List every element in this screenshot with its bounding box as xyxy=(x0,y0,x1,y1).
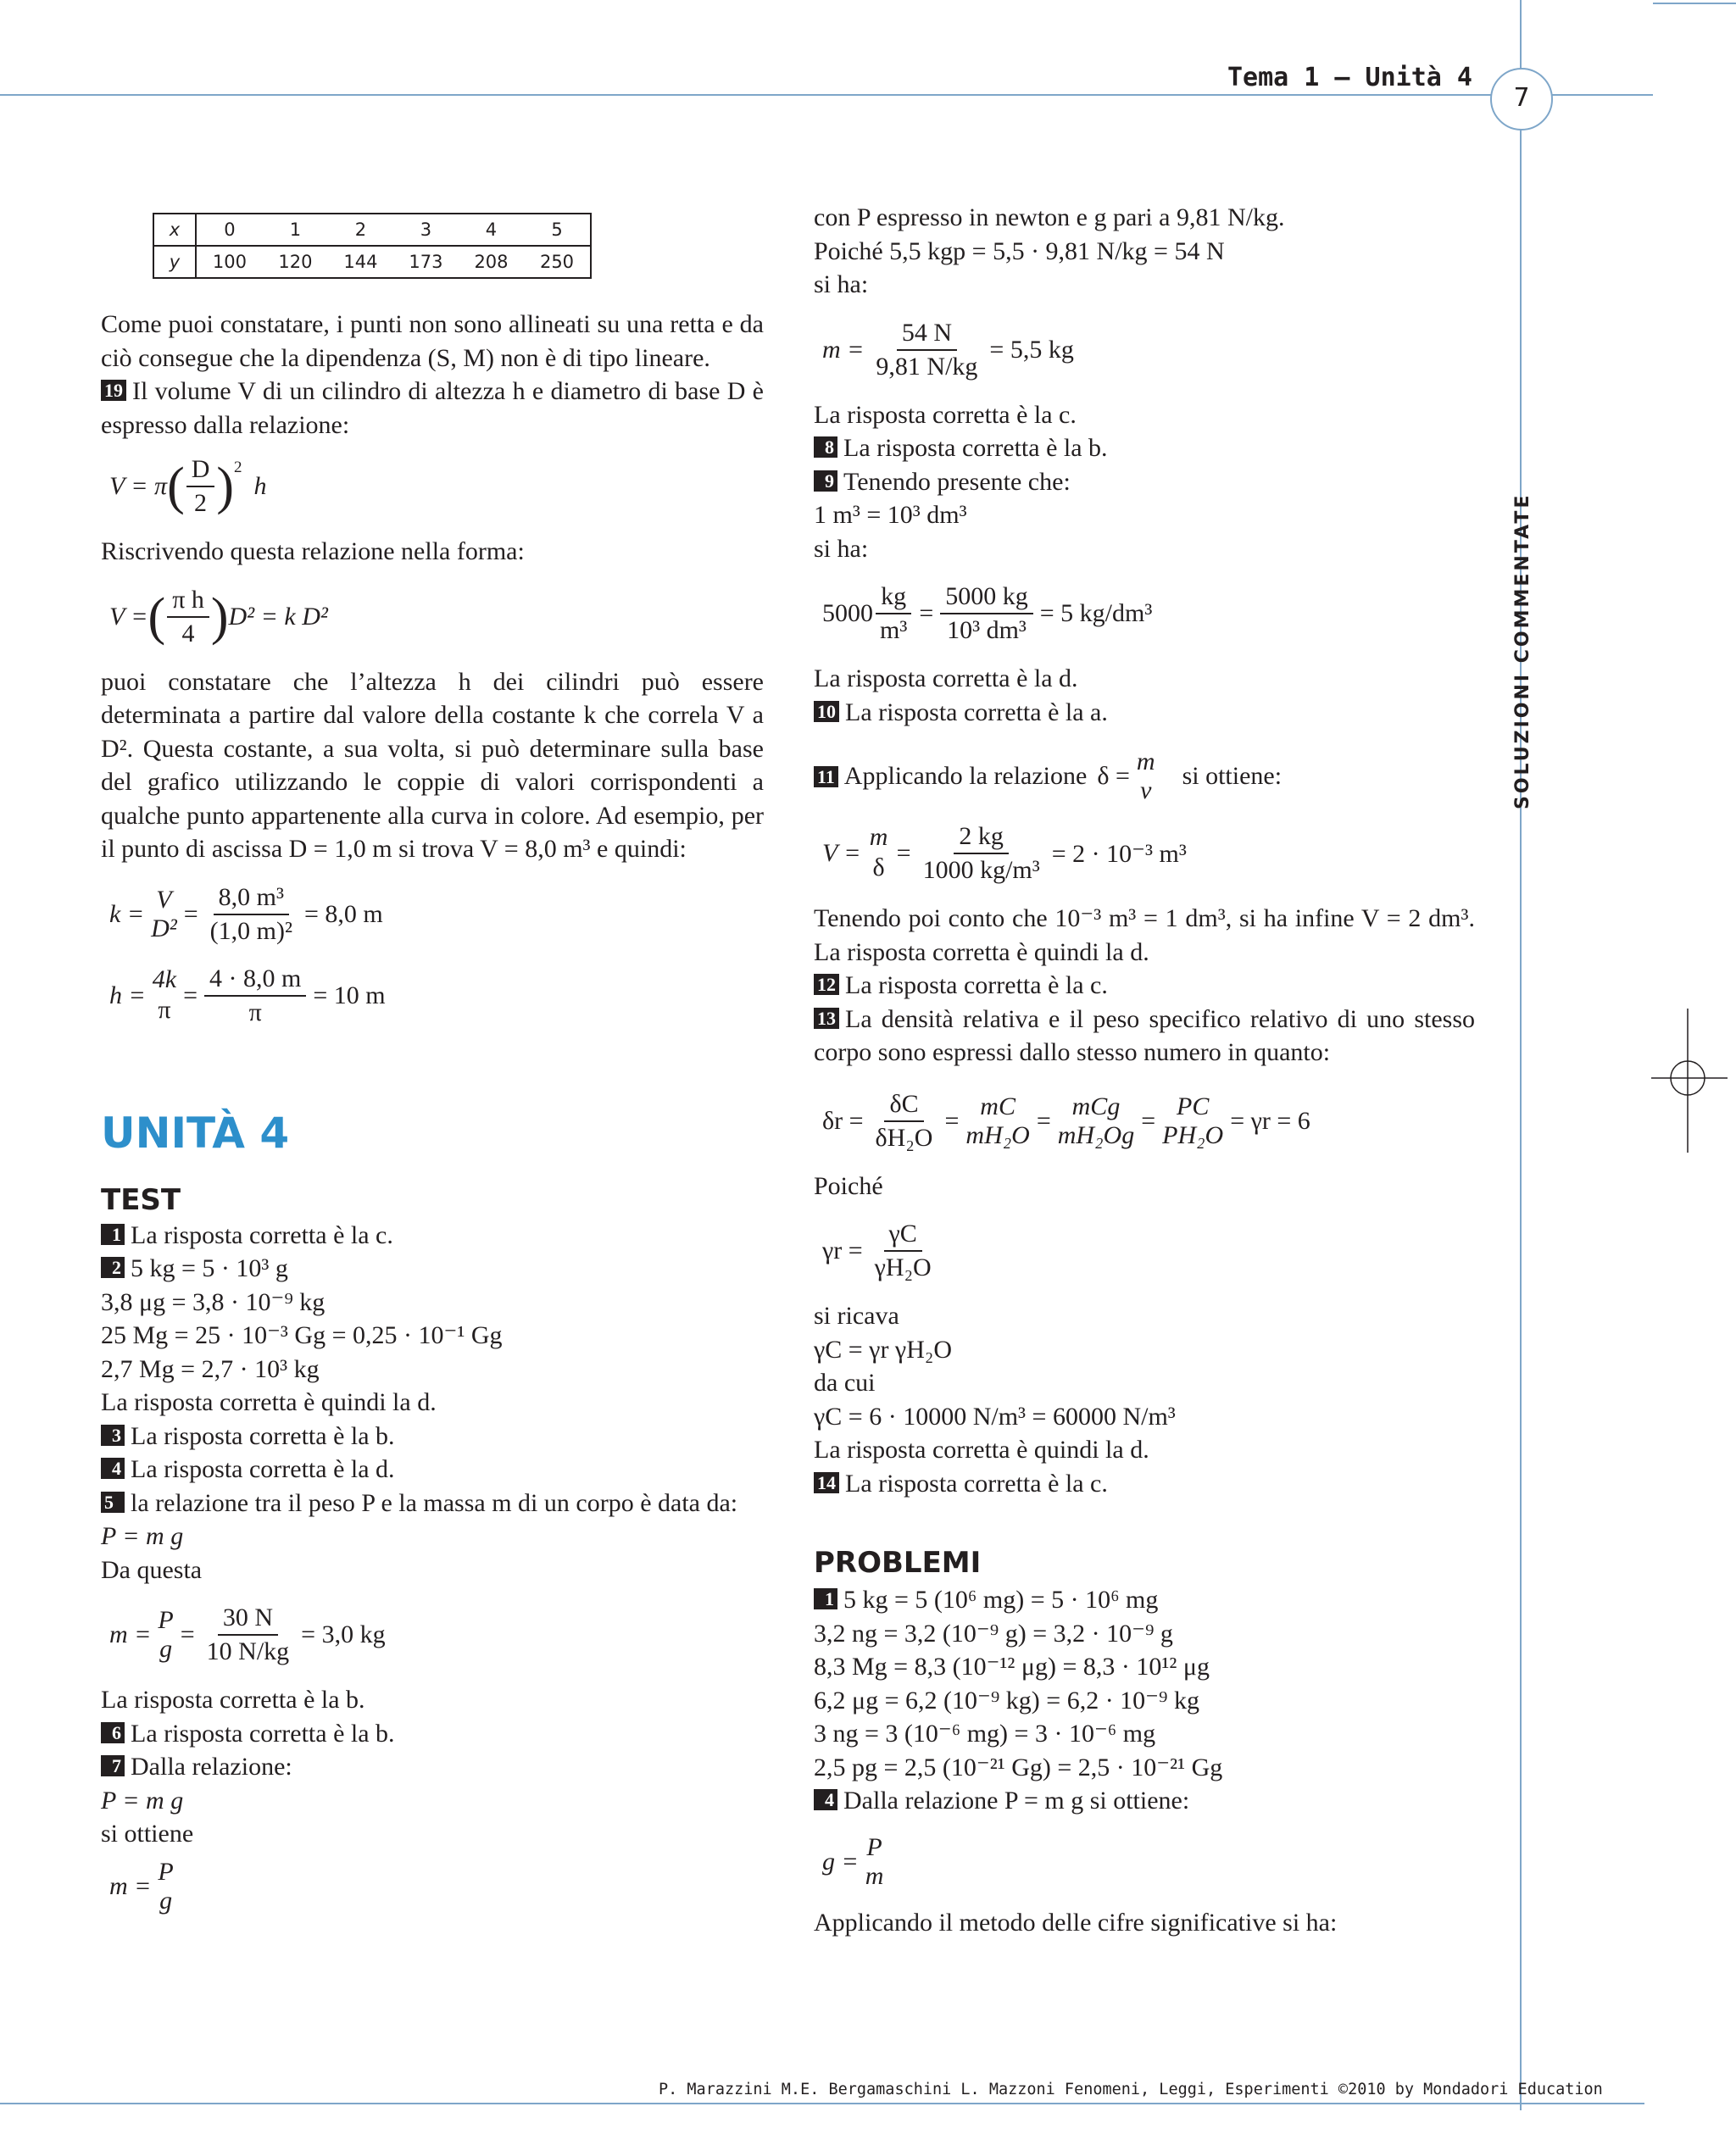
eq-text: = 10 m xyxy=(313,981,386,1009)
paragraph: Come puoi constatare, i punti non sono allineati su una retta e da ciò consegue che la dipendenza (S, M) non è di tipo lineare. xyxy=(101,310,764,372)
exercise-number: 4 xyxy=(101,1458,125,1479)
paragraph: Applicando il metodo delle cifre significative si ha: xyxy=(814,1908,1338,1937)
exercise-number: 2 xyxy=(101,1257,125,1278)
exercise-line: 3,8 μg = 3,8 · 10⁻⁹ kg xyxy=(101,1287,326,1316)
exercise-13: 13 La densità relativa e il peso specifico relativo di uno stesso corpo sono espressi dallo stesso numero in quanto: xyxy=(814,1004,1475,1066)
paragraph: si ricava xyxy=(814,1302,899,1330)
exercise-number: 4 xyxy=(814,1789,837,1810)
exercise-1 xyxy=(101,1219,764,1253)
table-cell: 2 xyxy=(328,214,393,246)
table-cell: 1 xyxy=(263,214,328,246)
equation-gamma-r xyxy=(822,1218,1475,1284)
eq-text: g = xyxy=(822,1847,859,1876)
exercise-line: 25 Mg = 25 · 10⁻³ Gg = 0,25 · 10⁻¹ Gg xyxy=(101,1321,503,1349)
equation-volume xyxy=(109,453,764,520)
exercise-9: 9 Tenendo presente che: xyxy=(814,465,1475,499)
eq-text: 5000 xyxy=(822,599,873,627)
eq-text: = 3,0 kg xyxy=(301,1620,386,1648)
fraction: $\frac{2 kg}{\text{1000 kg/m³}}$ xyxy=(922,822,1040,884)
eq-text: h xyxy=(253,472,267,500)
paragraph: con P espresso in newton e g pari a 9,81 N/kg. xyxy=(814,203,1285,231)
denominator: 4 xyxy=(181,619,195,648)
eq-text: m = xyxy=(109,1871,152,1900)
eq-text: V = π xyxy=(109,472,168,500)
exercise-6: 6 La risposta corretta è la b. xyxy=(101,1717,764,1751)
eq-text: δr = xyxy=(822,1106,864,1135)
registration-mark-icon xyxy=(1651,1009,1728,1153)
equation-g xyxy=(822,1833,1475,1891)
exercise-number: 3 xyxy=(101,1425,125,1446)
xy-table xyxy=(153,213,592,279)
fraction: P g xyxy=(158,1857,174,1915)
test-title: TEST xyxy=(101,1182,181,1217)
footer-rule xyxy=(0,2103,1644,2104)
side-rule xyxy=(1520,0,1522,2110)
formula-line: P = m g xyxy=(101,1522,184,1550)
exercise-number: 9 xyxy=(814,470,837,492)
paragraph: Da questa xyxy=(101,1555,203,1584)
page-number-badge xyxy=(1490,68,1553,131)
exercise-text: Il volume V di un cilindro di altezza h e diametro di base D è espresso dalla relazione: xyxy=(101,377,764,439)
eq-text: k = xyxy=(109,899,145,928)
problem-line: 3,2 ng = 3,2 (10⁻⁹ g) = 3,2 · 10⁻⁹ g xyxy=(814,1619,1173,1648)
paren-open: ( xyxy=(147,587,166,646)
exercise-7: 7 Dalla relazione: xyxy=(101,1750,764,1784)
problem-line: 2,5 pg = 2,5 (10⁻²¹ Gg) = 2,5 · 10⁻²¹ Gg xyxy=(814,1753,1223,1781)
denominator: 2 xyxy=(194,489,208,517)
paragraph: Poiché xyxy=(814,1171,883,1200)
eq-text: γr = xyxy=(822,1237,863,1264)
problems-title: PROBLEMI xyxy=(814,1546,982,1580)
exercise-number: 6 xyxy=(101,1722,125,1743)
header-rule xyxy=(0,94,1653,96)
exercise-10: 10 La risposta corretta è la a. xyxy=(814,696,1475,730)
table-head-x: x xyxy=(153,214,196,246)
formula-line: γC = 6 · 10000 N/m³ = 60000 N/m³ xyxy=(814,1402,1176,1431)
exercise-number: 19 xyxy=(101,380,126,401)
table-cell: 250 xyxy=(524,246,591,278)
eq-text: = 5,5 kg xyxy=(989,335,1074,364)
table-cell: 3 xyxy=(393,214,459,246)
eq-text: = 8,0 m xyxy=(303,899,383,928)
paragraph: si ottiene xyxy=(101,1820,194,1848)
exercise-number: 7 xyxy=(101,1755,125,1776)
table-row xyxy=(153,214,591,246)
equation-relative-density: δr = $\frac{\delta C}{\text{δH₂O}}$ = mC mH₂O = mCg mH₂Og = PC PH₂O = γr = 6 xyxy=(822,1088,1475,1154)
fraction: $\frac{5000 kg}{\text{10³ dm³}}$ xyxy=(940,581,1033,647)
paragraph: si ha: xyxy=(814,534,869,563)
exercise-5: 5 la relazione tra il peso P e la massa m di un corpo è data da: xyxy=(101,1487,764,1520)
eq-text: V = xyxy=(822,839,861,867)
paragraph: da cui xyxy=(814,1369,876,1397)
formula-line: γC = γr γH₂O xyxy=(814,1335,952,1364)
table-cell: 120 xyxy=(263,246,328,278)
fraction: mCg mH₂Og xyxy=(1057,1092,1135,1149)
equation-k: k = V D² = $\frac{\text{8,0 m³}}{\text{(1,0 m)²}}$ = 8,0 m xyxy=(109,881,764,948)
answer: La risposta corretta è quindi la d. xyxy=(814,1436,1149,1464)
exercise-number: 1 xyxy=(101,1224,125,1245)
side-section-label: SOLUZIONI COMMENTATE xyxy=(1512,492,1533,809)
fraction xyxy=(186,453,215,520)
exercise-4: 4 La risposta corretta è la d. xyxy=(101,1453,764,1487)
problem-line: 3 ng = 3 (10⁻⁶ mg) = 3 · 10⁻⁶ mg xyxy=(814,1720,1156,1748)
fraction: $\frac{kg}{\text{m³}}$ xyxy=(875,581,912,647)
table-cell: 208 xyxy=(459,246,524,278)
problem-1: 1 5 kg = 5 (10⁶ mg) = 5 · 10⁶ mg xyxy=(814,1583,1475,1617)
equation-m xyxy=(109,1858,764,1915)
eq-text: h = xyxy=(109,981,146,1009)
eq-text: = 5 kg/dm³ xyxy=(1039,599,1153,627)
exercise-number: 5 xyxy=(101,1492,125,1513)
fraction: mC mH₂O xyxy=(965,1092,1030,1149)
corner-mark xyxy=(1653,3,1736,4)
equation-volume-2: V = m δ = $\frac{2 kg}{\text{1000 kg/m³}}$ = 2 · 10⁻³ m³ xyxy=(822,820,1475,887)
exercise-number: 1 xyxy=(814,1588,837,1609)
paragraph: si ha: xyxy=(814,270,869,298)
table-cell: 173 xyxy=(393,246,459,278)
fraction: m δ xyxy=(869,823,888,881)
left-column xyxy=(101,308,764,1931)
table-cell: 100 xyxy=(196,246,263,278)
eq-text: m = xyxy=(822,335,865,364)
eq-text: = γr = 6 xyxy=(1230,1106,1310,1135)
fraction: P m xyxy=(865,1832,884,1890)
paragraph: Tenendo poi conto che 10⁻³ m³ = 1 dm³, si ha infine V = 2 dm³. La risposta corretta è quindi la d. xyxy=(814,904,1475,966)
exercise-11: 11 Applicando la relazione δ = m v si ottiene: xyxy=(814,748,1475,805)
equation-h: h = 4k π = $\frac{4 \cdot 8,0 m}{\pi}$ = 10 m xyxy=(109,963,764,1029)
fraction: m v xyxy=(1136,748,1155,804)
answer: La risposta corretta è la d. xyxy=(814,664,1078,692)
table-cell: 144 xyxy=(328,246,393,278)
exercise-number: 8 xyxy=(814,436,837,458)
problem-line: 8,3 Mg = 8,3 (10⁻¹² μg) = 8,3 · 10¹² μg xyxy=(814,1653,1210,1681)
paragraph: Poiché 5,5 kgp = 5,5 · 9,81 N/kg = 54 N xyxy=(814,236,1225,265)
eq-text: D² = k D² xyxy=(228,602,328,631)
fraction: V D² xyxy=(151,885,177,942)
paren-close: ) xyxy=(210,587,229,646)
exponent: 2 xyxy=(234,459,242,476)
exercise-2: 2 5 kg = 5 · 10³ g xyxy=(101,1252,764,1286)
eq-text: = 2 · 10⁻³ m³ xyxy=(1051,839,1187,868)
equation-m30: m = P g = $\frac{30 N}{10 N/kg}$ = 3,0 kg xyxy=(109,1602,764,1668)
fraction: $\frac{\delta C}{\text{δH₂O}}$ xyxy=(875,1089,933,1152)
equation-m54 xyxy=(822,317,1475,383)
exercise-line: 2,7 Mg = 2,7 · 10³ kg xyxy=(101,1354,320,1383)
exercise-3: 3 La risposta corretta è la b. xyxy=(101,1420,764,1453)
exercise-8: 8 La risposta corretta è la b. xyxy=(814,431,1475,465)
right-column xyxy=(814,201,1475,1939)
exercise-text: La risposta corretta è la c. xyxy=(131,1220,393,1249)
fraction: P g xyxy=(158,1606,174,1663)
eq-text: V = xyxy=(109,602,148,631)
equation-volume-k xyxy=(109,584,764,650)
problem-line: 6,2 μg = 6,2 (10⁻⁹ kg) = 6,2 · 10⁻⁹ kg xyxy=(814,1686,1199,1715)
table-cell: 0 xyxy=(196,214,263,246)
problem-4: 4 Dalla relazione P = m g si ottiene: xyxy=(814,1784,1475,1818)
exercise-number: 10 xyxy=(814,701,839,722)
table-head-y: y xyxy=(153,246,196,278)
paren-close: ) xyxy=(216,458,235,515)
table-cell: 5 xyxy=(524,214,591,246)
fraction: PC PH₂O xyxy=(1162,1092,1224,1149)
fraction: $\frac{54 N}{9,81 N/kg}$ xyxy=(876,318,978,381)
footer-credit: P. Marazzini M.E. Bergamaschini L. Mazzoni Fenomeni, Leggi, Esperimenti ©2010 by Mondadori Education xyxy=(659,2081,1603,2098)
paren-open: ( xyxy=(167,458,185,515)
fraction: $\frac{\text{8,0 m³}}{\text{(1,0 m)²}}$ xyxy=(209,882,292,945)
answer: La risposta corretta è la b. xyxy=(101,1686,365,1714)
numerator: D xyxy=(186,453,215,487)
formula-line: P = m g xyxy=(101,1786,184,1815)
paragraph: puoi constatare che l’altezza h dei cilindri può essere determinata a partire dal valore della costante k che correla V a D². Questa costante, a sua volta, si può determinare sulla base del grafico utilizzando le coppie di valori corrispondenti a qualche punto appartenente alla curva in colore. Ad esempio, per il punto di ascissa D = 1,0 m si trova V = 8,0 m³ e quindi: xyxy=(101,667,764,863)
exercise-number: 14 xyxy=(814,1472,839,1493)
fraction: $\frac{30 N}{10 N/kg}$ xyxy=(206,1604,290,1665)
exercise-14: 14 La risposta corretta è la c. xyxy=(814,1467,1475,1501)
table-cell: 4 xyxy=(459,214,524,246)
formula-line: 1 m³ = 10³ dm³ xyxy=(814,501,967,529)
page-number: 7 xyxy=(1513,83,1530,113)
fraction: $\frac{4 \cdot 8,0 m}{\pi}$ xyxy=(204,963,306,1029)
unit-title: UNITÀ 4 xyxy=(101,1108,290,1158)
numerator: π h xyxy=(167,584,209,618)
exercise-12: 12 La risposta corretta è la c. xyxy=(814,969,1475,1003)
equation-density: 5000 $\frac{kg}{\text{m³}}$ = $\frac{5000 kg}{\text{10³ dm³}}$ = 5 kg/dm³ xyxy=(822,581,1475,647)
page-header-title: Tema 1 – Unità 4 xyxy=(1227,63,1472,92)
answer: La risposta corretta è la c. xyxy=(814,400,1077,429)
fraction xyxy=(167,584,209,650)
exercise-19 xyxy=(101,375,764,442)
exercise-line: La risposta corretta è quindi la d. xyxy=(101,1388,437,1416)
eq-text: m = xyxy=(109,1620,152,1648)
exercise-number: 12 xyxy=(814,974,839,995)
exercise-number: 11 xyxy=(814,766,838,787)
table-row xyxy=(153,246,591,278)
exercise-number: 13 xyxy=(814,1008,839,1029)
fraction: 4k π xyxy=(152,964,177,1024)
paragraph: Riscrivendo questa relazione nella forma: xyxy=(101,537,525,565)
fraction: $\frac{\gamma C}{\text{γH₂O}}$ xyxy=(874,1220,932,1281)
